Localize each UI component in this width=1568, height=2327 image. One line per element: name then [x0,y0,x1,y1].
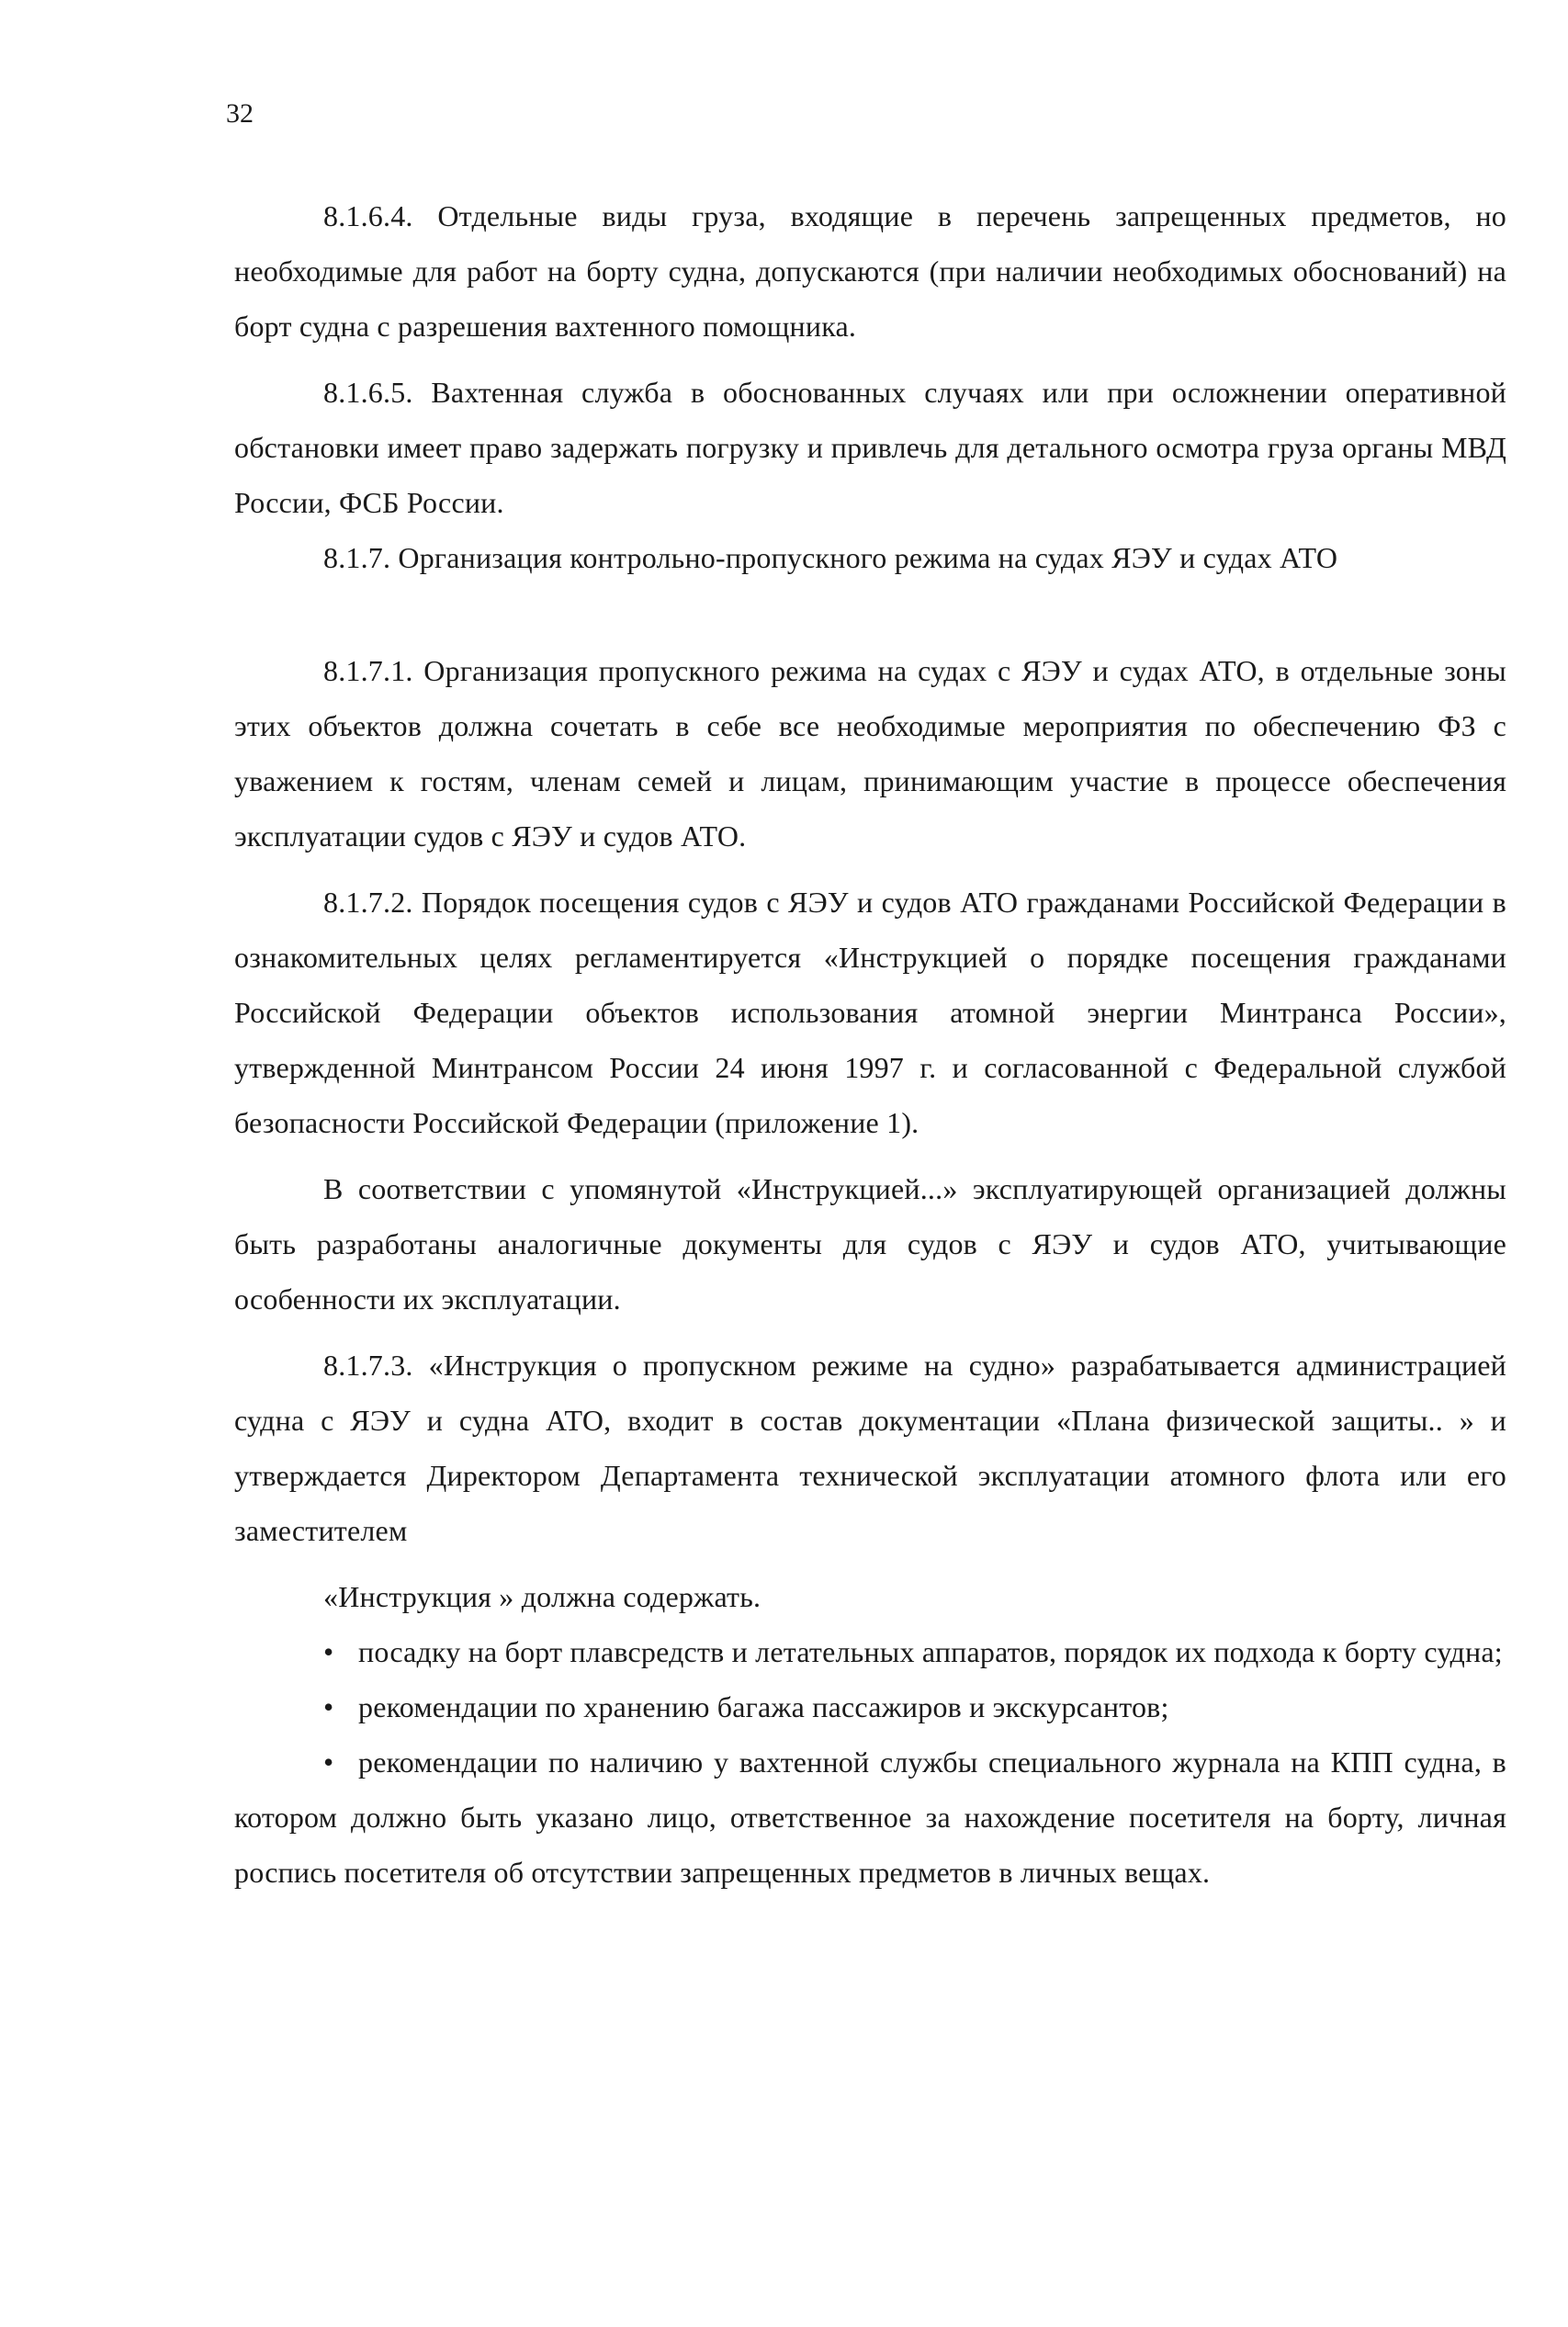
bullet-text: рекомендации по хранению багажа пассажиров и экскурсантов; [358,1690,1169,1723]
paragraph-8-1-6-4: 8.1.6.4. Отдельные виды груза, входящие в перечень запрещенных предметов, но необходимые для работ на борту судна, допускаются (при наличии необходимых обоснований) на борт судна с разрешения вахтенного помощника. [234,199,1506,343]
page-number: 32 [226,98,254,129]
bullet-item [234,1679,1506,1734]
paragraph-accordance: В соответствии с упомянутой «Инструкцией...» эксплуатирующей организацией должны быть разработаны аналогичные документы для судов с ЯЭУ и судов АТО, учитывающие особенности их эксплуатации. [234,1172,1506,1316]
paragraph-instruction-contents: «Инструкция » должна содержать. [323,1580,761,1613]
bullet-text: посадку на борт плавсредств и летательных аппаратов, порядок их подхода к борту судна; [358,1635,1503,1668]
bullet-text: рекомендации по наличию у вахтенной службы специального журнала на КПП судна, в котором должно быть указано лицо, ответственное за нахождение посетителя на борту, личная роспись посетителя об отсутствии запрещенных предметов в личных вещах. [234,1745,1506,1889]
bullet-marker: • [323,1635,334,1668]
section-heading-8-1-7: 8.1.7. Организация контрольно-пропускного режима на судах ЯЭУ и судах АТО [323,541,1338,574]
bullet-marker: • [323,1745,334,1779]
document-body [234,188,1506,1900]
bullet-item [234,1624,1506,1679]
bullet-item [234,1734,1506,1900]
bullet-marker: • [323,1690,334,1723]
paragraph-8-1-7-3: 8.1.7.3. «Инструкция о пропускном режиме на судно» разрабатывается администрацией судна с ЯЭУ и судна АТО, входит в состав документации «Плана физической защиты.. » и утверждается Директором Департамента технической эксплуатации атомного флота или его заместителем [234,1349,1506,1547]
paragraph-8-1-7-1: 8.1.7.1. Организация пропускного режима на судах с ЯЭУ и судах АТО, в отдельные зоны этих объектов должна сочетать в себе все необходимые мероприятия по обеспечению ФЗ с уважением к гостям, членам семей и лицам, принимающим участие в процессе обеспечения эксплуатации судов с ЯЭУ и судов АТО. [234,654,1506,853]
paragraph-8-1-6-5: 8.1.6.5. Вахтенная служба в обоснованных случаях или при осложнении оперативной обстановки имеет право задержать погрузку и привлечь для детального осмотра груза органы МВД России, ФСБ России. [234,376,1506,519]
paragraph-8-1-7-2: 8.1.7.2. Порядок посещения судов с ЯЭУ и судов АТО гражданами Российской Федерации в ознакомительных целях регламентируется «Инструкцией о порядке посещения гражданами Российской Федерации объектов использования атомной энергии Минтранса России», утвержденной Минтрансом России 24 июня 1997 г. и согласованной с Федеральной службой безопасности Российской Федерации (приложение 1). [234,886,1506,1139]
